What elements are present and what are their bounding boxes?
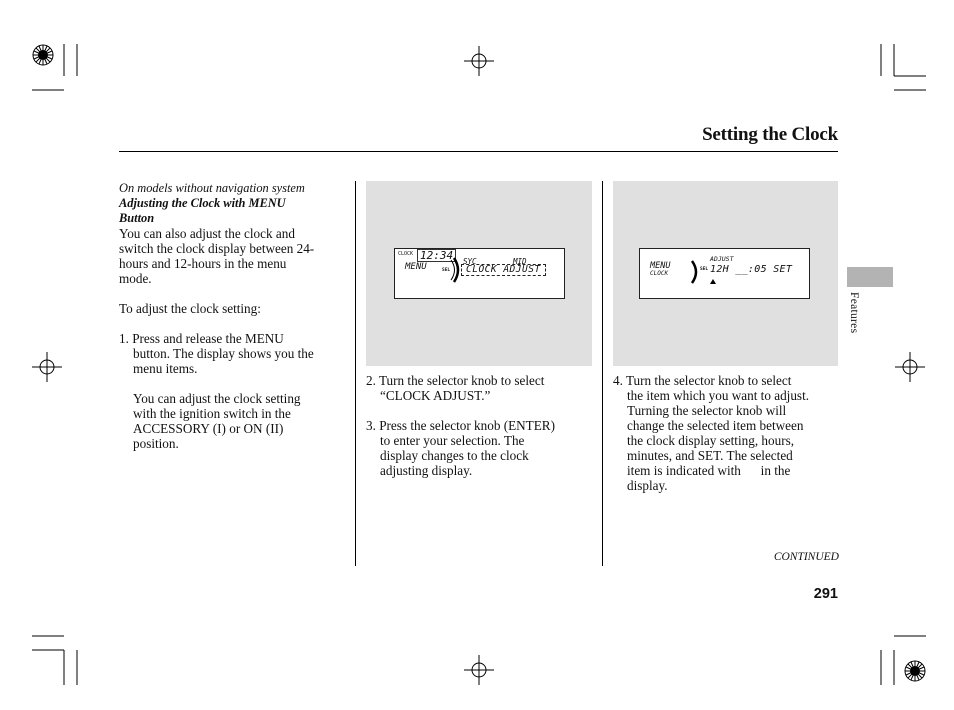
registration-crosshair-icon <box>464 46 494 76</box>
indicator-icon <box>710 279 716 284</box>
column-divider <box>602 181 603 566</box>
section-heading: Button <box>119 211 155 225</box>
step-3-line: adjusting display. <box>380 463 473 478</box>
continued-note: CONTINUED <box>773 551 839 563</box>
step-4-line: Turning the selector knob will <box>627 403 787 418</box>
column-middle <box>366 373 596 478</box>
selector-knob-icon <box>688 259 700 285</box>
menu-display <box>394 248 565 299</box>
registration-burst-icon <box>32 44 54 66</box>
intro-line: You can also adjust the clock and <box>119 226 295 241</box>
menu-label: MENU <box>405 262 427 272</box>
step-4-line: minutes, and SET. The selected <box>627 448 793 463</box>
clock-label: CLOCK <box>398 251 414 257</box>
sel-label: SEL <box>700 267 709 272</box>
section-tab-label: Features <box>848 292 860 334</box>
registration-crosshair-icon <box>32 352 62 382</box>
step-4-line: item is indicated with in the <box>627 463 791 478</box>
column-right <box>613 373 845 493</box>
step-4-line: the clock display setting, hours, <box>627 433 795 448</box>
section-heading: Adjusting the Clock with MENU <box>119 196 286 210</box>
instruction-lead: To adjust the clock setting: <box>119 301 261 316</box>
display-illustration-panel <box>613 181 838 366</box>
intro-line: mode. <box>119 271 152 286</box>
adjust-label: ADJUST <box>710 255 734 263</box>
step-4-line: change the selected item between <box>627 418 804 433</box>
intro-line: switch the clock display between 24- <box>119 241 315 256</box>
sel-label: SEL <box>442 268 451 273</box>
sync-label: SYC <box>463 257 477 266</box>
column-divider <box>355 181 356 566</box>
step-3-line: display changes to the clock <box>380 448 529 463</box>
step-1-note: with the ignition switch in the <box>133 406 291 421</box>
menu-label: MENU <box>650 261 671 271</box>
registration-crosshair-icon <box>464 655 494 685</box>
step-1-note: ACCESSORY (I) or ON (II) <box>133 421 284 436</box>
page-title: Setting the Clock <box>702 124 838 145</box>
step-4-line: display. <box>627 478 668 493</box>
step-1-line: menu items. <box>133 361 198 376</box>
adjust-display <box>639 248 810 299</box>
registration-crosshair-icon <box>895 352 925 382</box>
clock-setting-value: 12H __:05 SET <box>710 264 793 275</box>
column-left <box>119 181 347 451</box>
step-3-line: to enter your selection. The <box>380 433 525 448</box>
step-3-line: 3. Press the selector knob (ENTER) <box>366 418 555 433</box>
step-1-line: 1. Press and release the MENU <box>119 331 284 346</box>
display-illustration-panel <box>366 181 592 366</box>
clock-label: CLOCK <box>650 270 669 277</box>
step-4-line: the item which you want to adjust. <box>627 388 810 403</box>
mid-label: MID <box>513 257 527 266</box>
step-1-line: button. The display shows you the <box>133 346 314 361</box>
step-1-note: You can adjust the clock setting <box>133 391 301 406</box>
model-note: On models without navigation system <box>119 181 305 195</box>
page-number: 291 <box>813 586 838 602</box>
clock-time: 12:34 <box>417 249 456 262</box>
clock-adjust-option: CLOCK ADJUST <box>461 264 546 276</box>
title-rule <box>119 151 838 152</box>
step-1-note: position. <box>133 436 179 451</box>
step-4-line: 4. Turn the selector knob to select <box>613 373 792 388</box>
section-tab <box>847 267 893 287</box>
intro-line: hours and 12-hours in the menu <box>119 256 287 271</box>
registration-burst-icon <box>904 660 926 682</box>
step-2-line: 2. Turn the selector knob to select <box>366 373 545 388</box>
step-2-line: “CLOCK ADJUST.” <box>380 388 491 403</box>
